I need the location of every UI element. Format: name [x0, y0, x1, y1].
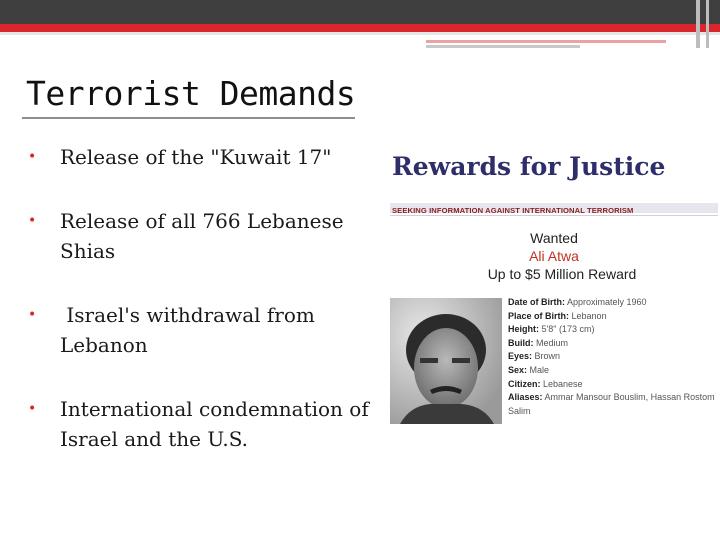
slide-title: Terrorist Demands	[26, 74, 356, 113]
poster-divider	[390, 215, 718, 216]
accent-band	[0, 24, 720, 32]
fact-row	[508, 364, 718, 378]
poster-title: Rewards for Justice	[392, 152, 666, 181]
fact-value: Lebanon	[571, 310, 607, 321]
bullet-text: Release of the "Kuwait 17"	[60, 145, 332, 169]
fact-value: 5'8" (173 cm)	[541, 324, 595, 335]
fact-label: Height:	[508, 324, 539, 335]
fact-row	[508, 350, 718, 364]
fact-label: Eyes:	[508, 351, 533, 362]
fact-label: Citizen:	[508, 378, 541, 389]
fact-list	[508, 296, 718, 418]
fact-row	[508, 310, 718, 324]
bullet-dot-icon: •	[28, 401, 37, 417]
wanted-name: Ali Atwa	[529, 248, 579, 264]
bullet-text: International condemnation of Israel and the U.S.	[60, 397, 369, 451]
fact-label: Date of Birth:	[508, 297, 565, 307]
fact-row	[508, 391, 718, 418]
bullet-item	[28, 142, 373, 172]
fact-value: Male	[529, 364, 550, 375]
fact-label: Aliases:	[508, 392, 543, 403]
bullet-list	[28, 142, 373, 488]
corner-decoration	[696, 0, 700, 48]
decorative-line	[426, 40, 666, 43]
fact-row	[508, 378, 718, 392]
fact-row	[508, 296, 718, 310]
bullet-text: Israel's withdrawal from Lebanon	[60, 303, 322, 357]
poster-subtitle: SEEKING INFORMATION AGAINST INTERNATIONAL TERRORISM	[392, 206, 634, 215]
bullet-dot-icon: •	[28, 307, 37, 323]
title-underline	[22, 117, 355, 119]
bullet-item	[28, 206, 373, 266]
bullet-dot-icon: •	[28, 149, 37, 165]
fact-value: Approximately 1960	[567, 297, 647, 307]
fact-value: Brown	[534, 351, 561, 362]
bullet-text: Release of all 766 Lebanese Shias	[60, 209, 344, 263]
bullet-item	[28, 394, 373, 454]
fact-value: Ammar Mansour Bouslim, Hassan Rostom Salim	[508, 392, 715, 416]
bullet-dot-icon: •	[28, 213, 37, 229]
corner-decoration	[706, 0, 709, 48]
bullet-item	[28, 300, 373, 360]
fact-label: Build:	[508, 337, 534, 348]
header-band	[0, 0, 720, 24]
fact-value: Medium	[536, 337, 569, 348]
fact-label: Place of Birth:	[508, 310, 570, 321]
fact-row	[508, 337, 718, 351]
divider	[0, 32, 720, 35]
decorative-line	[426, 45, 580, 48]
wanted-poster	[390, 150, 718, 425]
fact-value: Lebanese	[543, 378, 583, 389]
fact-label: Sex:	[508, 364, 528, 375]
portrait-photo-icon	[390, 298, 502, 424]
reward-amount: Up to $5 Million Reward	[487, 266, 637, 282]
wanted-label: Wanted	[530, 230, 578, 246]
fact-row	[508, 323, 718, 337]
